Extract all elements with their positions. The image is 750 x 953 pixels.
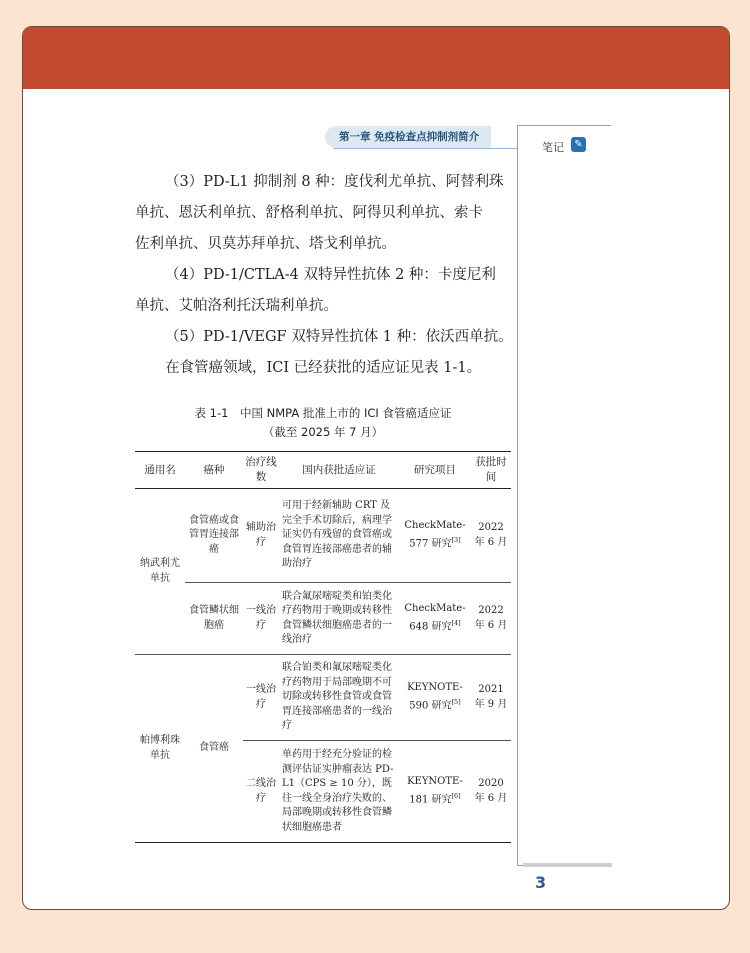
table-row <box>135 583 511 655</box>
chapter-tab: 第一章 免疫检查点抑制剂简介 <box>325 126 491 148</box>
approval-date-cell: 2022 年 6 月 <box>471 583 511 655</box>
header-treatment-line: 治疗线数 <box>243 452 279 489</box>
table-caption <box>135 404 511 442</box>
table-header-row <box>135 452 511 489</box>
study-cell: KEYNOTE-181 研究[6] <box>399 741 471 843</box>
approval-date-cell: 2021 年 9 月 <box>471 655 511 741</box>
study-cell: CheckMate-577 研究[3] <box>399 489 471 583</box>
drug-name-cell: 纳武利尤单抗 <box>135 489 185 655</box>
table-caption-title: 表 1-1 中国 NMPA 批准上市的 ICI 食管癌适应证 <box>194 406 452 420</box>
pencil-note-icon: ✎ <box>571 137 586 152</box>
study-cell: KEYNOTE-590 研究[5] <box>399 655 471 741</box>
table-caption-date: （截至 2025 年 7 月） <box>262 425 384 439</box>
paragraph-pd1-vegf: （5）PD-1/VEGF 双特异性抗体 1 种：依沃西单抗。 <box>165 329 513 345</box>
treatment-line-cell: 二线治疗 <box>243 741 279 843</box>
indication-cell: 联合氟尿嘧啶类和铂类化疗药物用于晚期或转移性食管鳞状细胞癌患者的一线治疗 <box>279 583 399 655</box>
paragraph-pdl1: （3）PD-L1 抑制剂 8 种：度伐利尤单抗、阿替利珠 单抗、恩沃利单抗、舒格利单抗、阿得贝利单抗、索卡 佐利单抗、贝莫苏拜单抗、塔戈利单抗。 <box>135 174 504 252</box>
treatment-line-cell: 一线治疗 <box>243 583 279 655</box>
cancer-type-cell: 食管鳞状细胞癌 <box>185 583 243 655</box>
table-row <box>135 489 511 583</box>
treatment-line-cell: 一线治疗 <box>243 655 279 741</box>
cancer-type-cell: 食管癌 <box>185 655 243 843</box>
approval-date-cell: 2020 年 6 月 <box>471 741 511 843</box>
indication-cell: 单药用于经充分验证的检测评估证实肿瘤表达 PD-L1（CPS ≥ 10 分），既往一线全身治疗失败的、局部晚期或转移性食管鳞状细胞癌患者 <box>279 741 399 843</box>
drug-name-cell: 帕博利珠单抗 <box>135 655 185 843</box>
notes-panel <box>517 125 611 866</box>
header-banner <box>23 27 729 89</box>
treatment-line-cell: 辅助治疗 <box>243 489 279 583</box>
table-row <box>135 655 511 741</box>
study-cell: CheckMate-648 研究[4] <box>399 583 471 655</box>
notes-title: 笔记 <box>542 141 564 154</box>
chapter-rule <box>333 148 533 149</box>
paragraph-esophageal: 在食管癌领域，ICI 已经获批的适应证见表 1-1。 <box>165 360 482 376</box>
page-frame <box>22 26 730 910</box>
ici-indication-table <box>135 451 511 843</box>
header-generic-name: 通用名 <box>135 452 185 489</box>
paragraph-pd1-ctla4: （4）PD-1/CTLA-4 双特异性抗体 2 种：卡度尼利 单抗、艾帕洛利托沃瑞利单抗。 <box>135 267 496 314</box>
header-approval-date: 获批时间 <box>471 452 511 489</box>
page-number: 3 <box>535 873 547 892</box>
header-cancer-type: 癌种 <box>185 452 243 489</box>
cancer-type-cell: 食管癌或食管胃连接部癌 <box>185 489 243 583</box>
indication-cell: 联合铂类和氟尿嘧啶类化疗药物用于局部晚期不可切除或转移性食管或食管胃连接部癌患者的一线治疗 <box>279 655 399 741</box>
indication-cell: 可用于经新辅助 CRT 及完全手术切除后，病理学证实仍有残留的食管癌或食管胃连接部癌患者的辅助治疗 <box>279 489 399 583</box>
header-study: 研究项目 <box>399 452 471 489</box>
notes-panel-shadow <box>523 863 612 867</box>
header-indication: 国内获批适应证 <box>279 452 399 489</box>
approval-date-cell: 2022 年 6 月 <box>471 489 511 583</box>
